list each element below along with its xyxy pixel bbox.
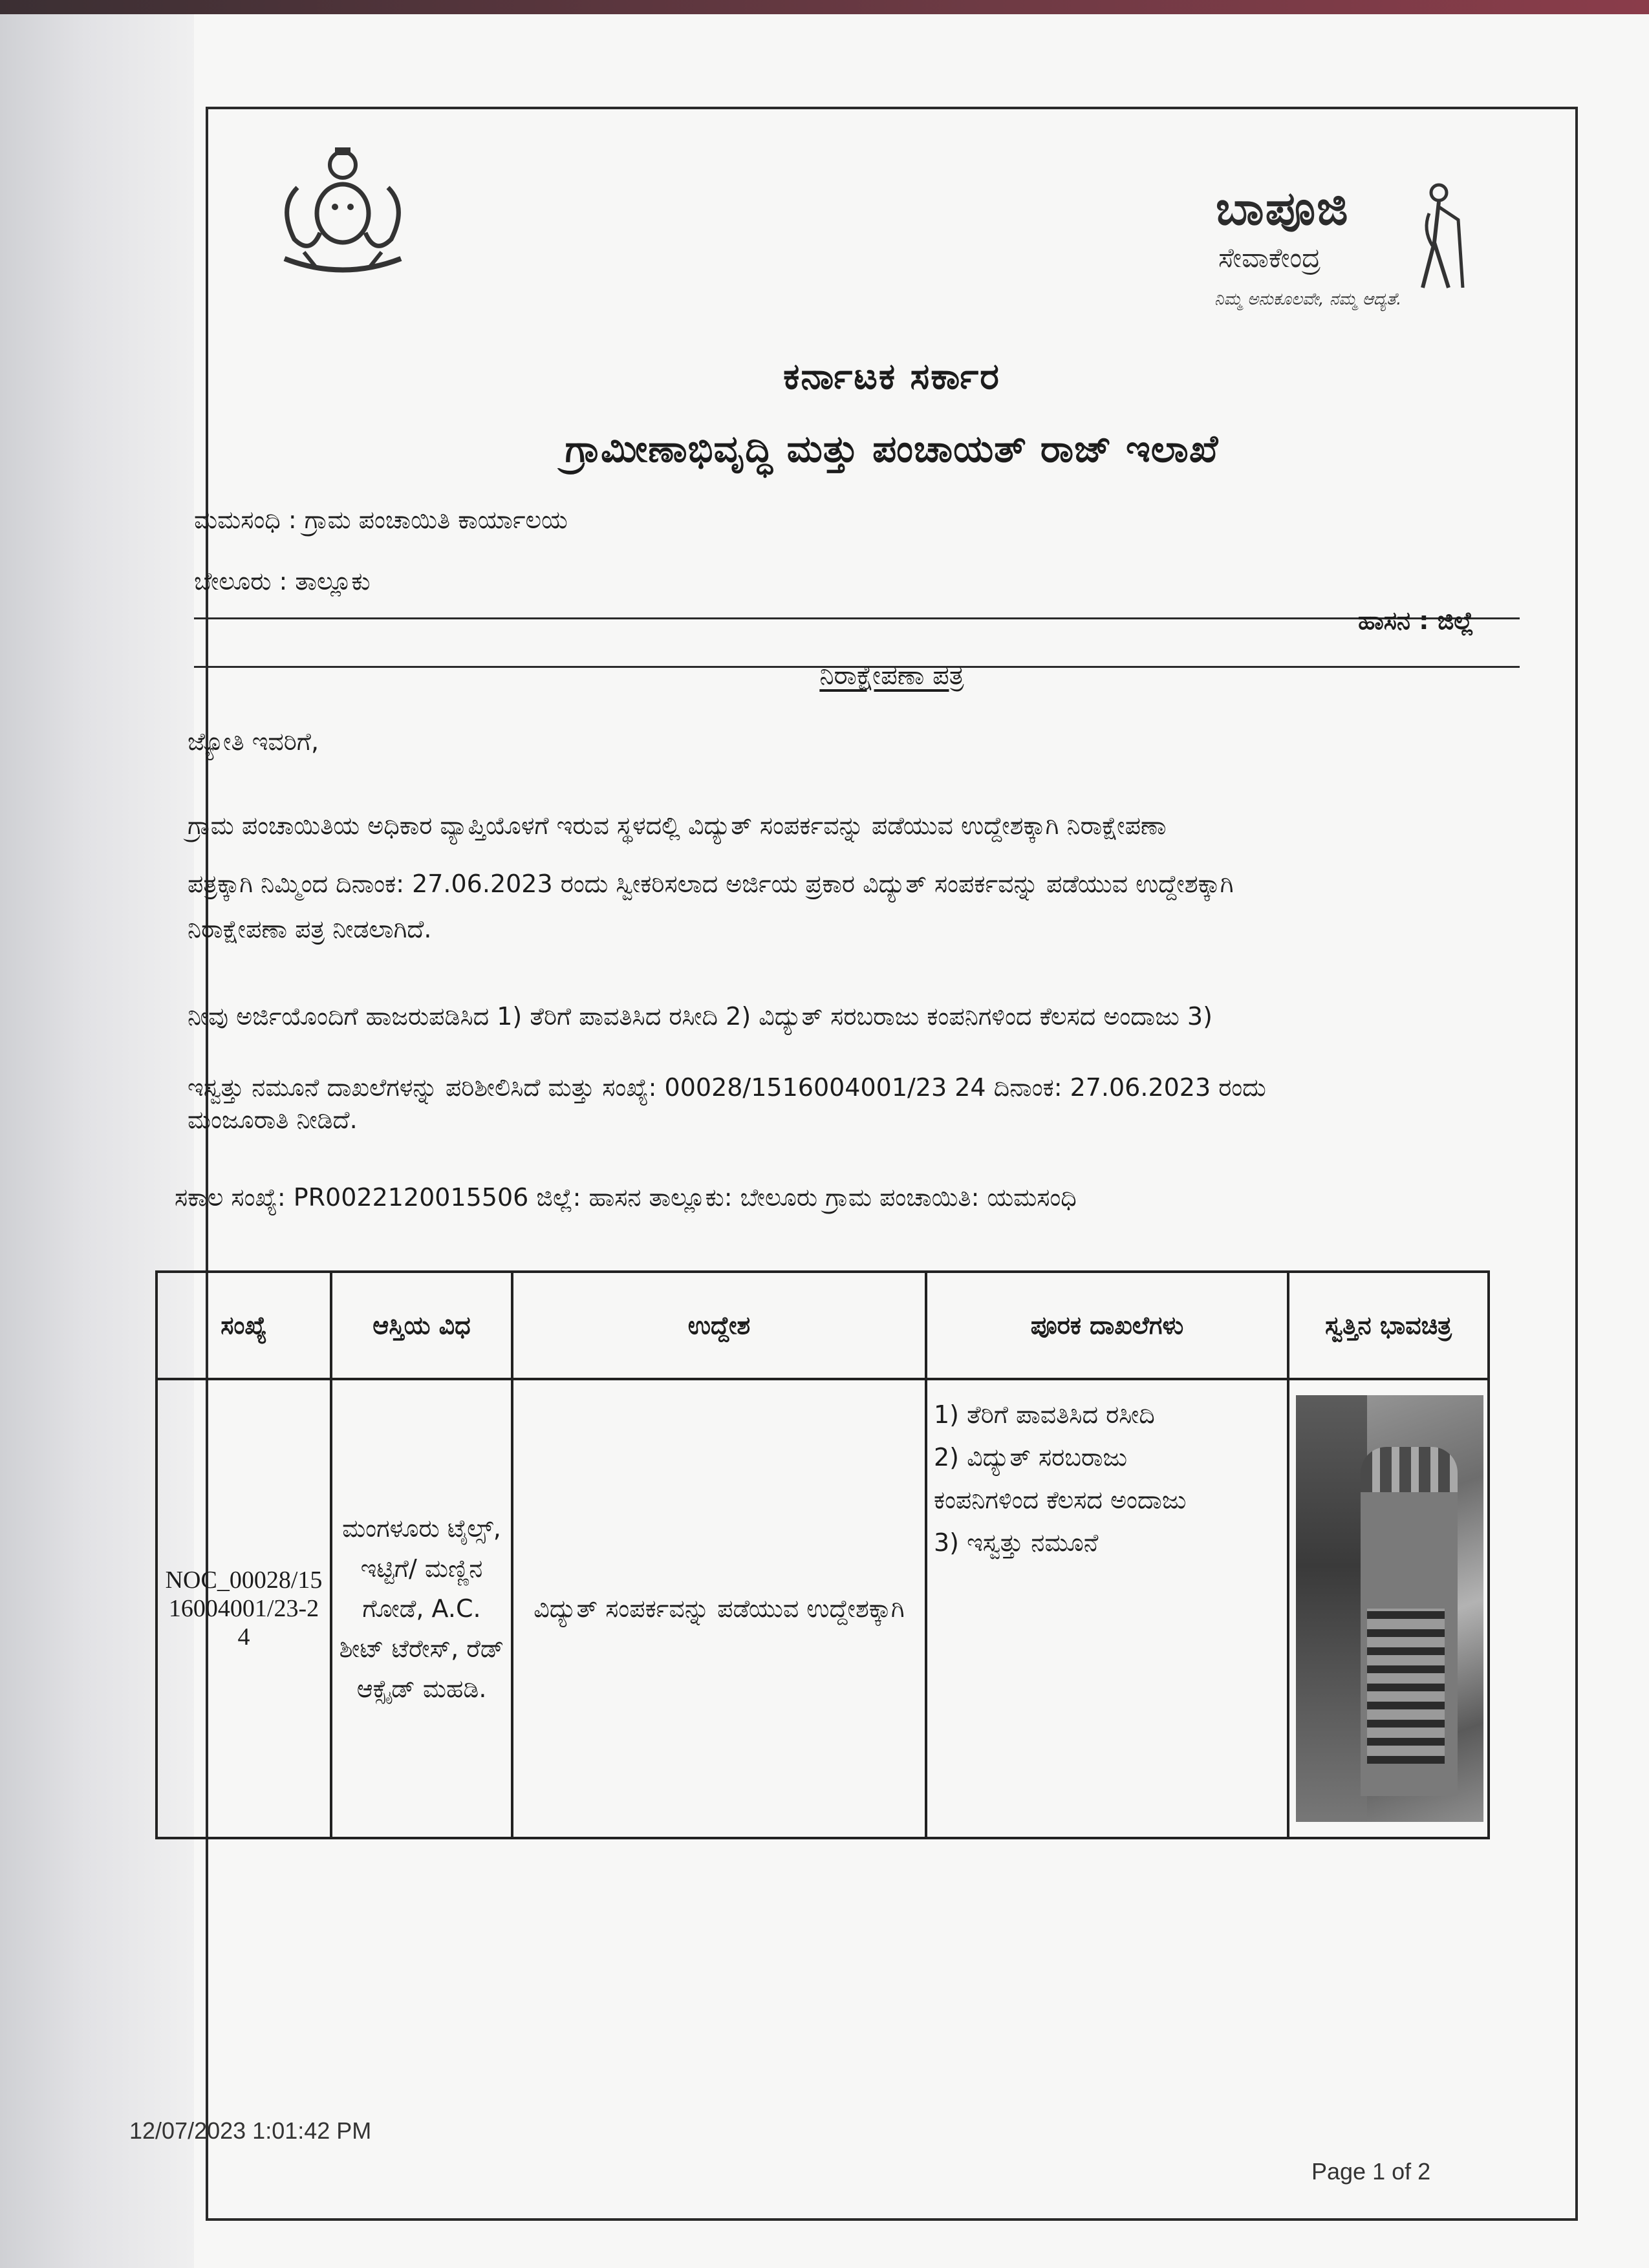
- sakala-number-line: ಸಕಾಲ ಸಂಖ್ಯೆ: PR0022120015506 ಜಿಲ್ಲೆ: ಹಾಸನ ತಾಲ್ಲೂಕು: ಬೇಲೂರು ಗ್ರಾಮ ಪಂಚಾಯಿತಿ: ಯಮಸಂಧಿ: [175, 1183, 1077, 1212]
- column-header-documents: ಪೂರಕ ದಾಖಲೆಗಳು: [926, 1272, 1288, 1379]
- document-item: 2) ವಿದ್ಯುತ್ ಸರಬರಾಜು: [934, 1443, 1128, 1471]
- subject-title: ನಿರಾಕ್ಷೇಪಣಾ ಪತ್ರ: [819, 661, 964, 690]
- column-header-purpose: ಉದ್ದೇಶ: [512, 1272, 926, 1379]
- property-photo: [1296, 1395, 1483, 1822]
- karnataka-emblem-icon: [259, 142, 427, 284]
- column-header-number: ಸಂಖ್ಯೆ: [156, 1272, 331, 1379]
- page-number: Page 1 of 2: [1311, 2158, 1431, 2185]
- noc-details-table: [155, 1270, 1490, 1839]
- document-item: 1) ತೆರಿಗೆ ಪಾವತಿಸಿದ ರಸೀದಿ: [934, 1400, 1155, 1429]
- salutation: ಜ್ಯೋತಿ ಇವರಿಗೆ,: [188, 727, 319, 756]
- page-fold-shadow: [0, 0, 213, 2268]
- column-header-photo: ಸ್ವತ್ತಿನ ಭಾವಚಿತ್ರ: [1288, 1272, 1489, 1379]
- logo-subtitle: ಸೇವಾಕೇಂದ್ರ: [1218, 242, 1321, 273]
- document-border: [206, 107, 1578, 2221]
- paragraph2-line2: ಇಸ್ವತ್ತು ನಮೂನೆ ದಾಖಲೆಗಳನ್ನು ಪರಿಶೀಲಿಸಿದೆ ಮತ್ತು ಸಂಖ್ಯೆ: 00028/1516004001/23 24 ದಿನಾಂಕ: 27.06.2023 ರಂದು: [188, 1073, 1266, 1102]
- paragraph1-line2: ಪತ್ರಕ್ಕಾಗಿ ನಿಮ್ಮಿಂದ ದಿನಾಂಕ: 27.06.2023 ರಂದು ಸ್ವೀಕರಿಸಲಾದ ಅರ್ಜಿಯ ಪ್ರಕಾರ ವಿದ್ಯುತ್ ಸಂಪರ್ಕವನ್ನು ಪಡೆಯುವ ಉದ್ದೇಶಕ್ಕಾಗಿ: [188, 870, 1234, 898]
- table-header-row: [156, 1272, 1489, 1379]
- print-timestamp: 12/07/2023 1:01:42 PM: [129, 2117, 372, 2144]
- property-photo-cell: [1288, 1379, 1489, 1838]
- property-type-cell: ಮಂಗಳೂರು ಟೈಲ್ಸ್, ಇಟ್ಟಿಗೆ/ ಮಣ್ಣಿನ ಗೋಡೆ, A.C. ಶೀಟ್ ಟೆರೇಸ್, ರೆಡ್ ಆಕ್ಸೈಡ್ ಮಹಡಿ.: [331, 1379, 512, 1838]
- header-rule-top: [194, 617, 1520, 619]
- bapuji-sevakendra-logo: [1209, 181, 1494, 336]
- scan-top-edge: [0, 0, 1649, 14]
- gandhi-walking-icon: [1403, 181, 1474, 291]
- district-line: ಹಾಸನ : ಜಿಲ್ಲೆ: [1358, 606, 1474, 635]
- logo-title: ಬಾಪೂಜಿ: [1216, 181, 1350, 235]
- government-title: ಕರ್ನಾಟಕ ಸರ್ಕಾರ: [783, 356, 1000, 398]
- document-item: 3) ಇಸ್ವತ್ತು ನಮೂನೆ: [934, 1528, 1099, 1557]
- department-title: ಗ್ರಾಮೀಣಾಭಿವೃದ್ಧಿ ಮತ್ತು ಪಂಚಾಯತ್ ರಾಜ್ ಇಲಾಖೆ: [565, 427, 1219, 471]
- office-line: ಮಮಸಂಧಿ : ಗ್ರಾಮ ಪಂಚಾಯಿತಿ ಕಾರ್ಯಾಲಯ: [194, 506, 568, 534]
- table-row: [156, 1379, 1489, 1838]
- logo-tagline: ನಿಮ್ಮ ಅನುಕೂಲವೇ, ನಮ್ಮ ಆದ್ಯತೆ.: [1214, 290, 1402, 309]
- paragraph1-line3: ನಿರಾಕ್ಷೇಪಣಾ ಪತ್ರ ನೀಡಲಾಗಿದೆ.: [188, 915, 432, 943]
- purpose-cell: ವಿದ್ಯುತ್ ಸಂಪರ್ಕವನ್ನು ಪಡೆಯುವ ಉದ್ದೇಶಕ್ಕಾಗಿ: [512, 1379, 926, 1838]
- paragraph1-line1: ಗ್ರಾಮ ಪಂಚಾಯಿತಿಯ ಅಧಿಕಾರ ವ್ಯಾಪ್ತಿಯೊಳಗೆ ಇರುವ ಸ್ಥಳದಲ್ಲಿ ವಿದ್ಯುತ್ ಸಂಪರ್ಕವನ್ನು ಪಡೆಯುವ ಉದ್ದೇಶಕ್ಕಾಗಿ ನಿರಾಕ್ಷೇಪಣಾ: [188, 811, 1167, 840]
- column-header-property-type: ಆಸ್ತಿಯ ವಿಧ: [331, 1272, 512, 1379]
- document-item: ಕಂಪನಿಗಳಿಂದ ಕೆಲಸದ ಅಂದಾಜು: [934, 1486, 1187, 1514]
- taluk-line: ಬೇಲೂರು : ತಾಲ್ಲೂಕು: [194, 567, 371, 595]
- paragraph2-line1: ನೀವು ಅರ್ಜಿಯೊಂದಿಗೆ ಹಾಜರುಪಡಿಸಿದ 1) ತೆರಿಗೆ ಪಾವತಿಸಿದ ರಸೀದಿ 2) ವಿದ್ಯುತ್ ಸರಬರಾಜು ಕಂಪನಿಗಳಿಂದ ಕೆಲಸದ ಅಂದಾಜು 3): [188, 1002, 1212, 1031]
- noc-number-cell: NOC_00028/1516004001/23-24: [156, 1379, 331, 1838]
- documents-cell: [926, 1379, 1288, 1838]
- paragraph2-line3: ಮಂಜೂರಾತಿ ನೀಡಿದೆ.: [188, 1106, 358, 1134]
